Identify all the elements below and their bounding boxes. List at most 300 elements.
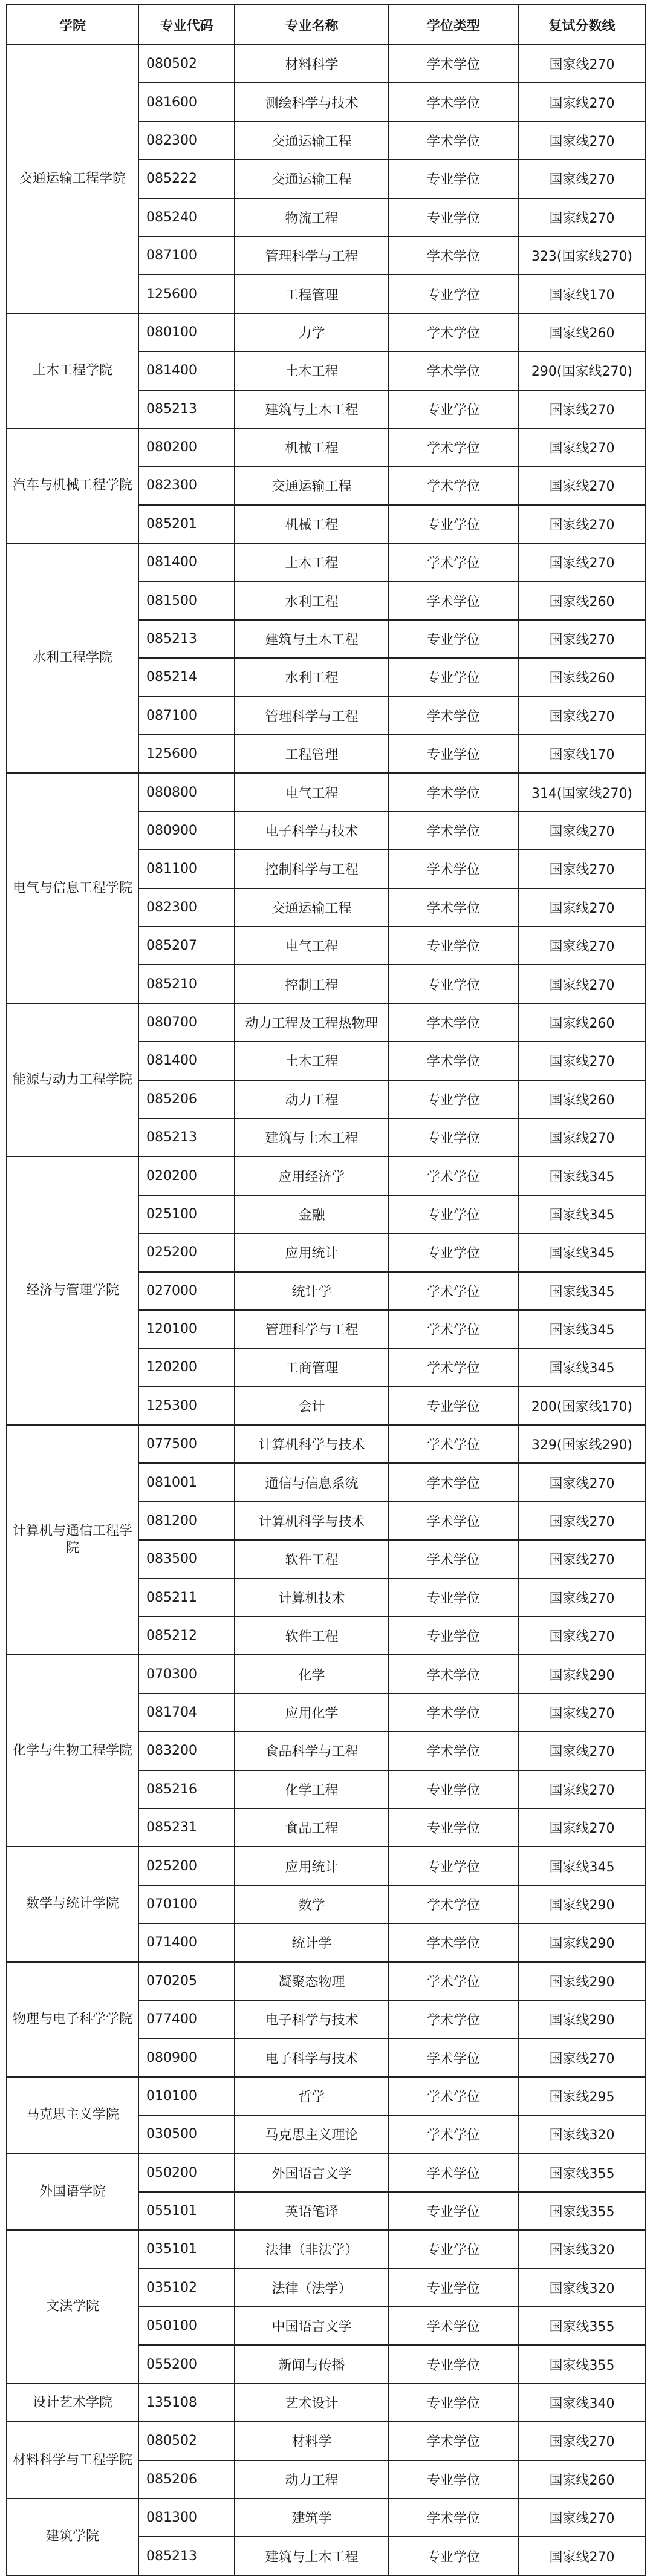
major-code-cell: 081600 <box>138 83 235 121</box>
table-row <box>7 428 646 466</box>
major-code-cell: 035102 <box>138 2269 235 2307</box>
major-code-cell: 055101 <box>138 2192 235 2230</box>
retest-score-cell: 国家线290 <box>518 2000 646 2038</box>
retest-score-cell: 国家线270 <box>518 812 646 850</box>
major-code-cell: 125300 <box>138 1387 235 1425</box>
major-name-cell: 交通运输工程 <box>235 122 389 160</box>
degree-type-cell: 学术学位 <box>389 1732 518 1770</box>
retest-score-cell: 国家线260 <box>518 1003 646 1042</box>
major-name-cell: 工程管理 <box>235 735 389 773</box>
table-row <box>7 2230 646 2268</box>
college-cell: 电气与信息工程学院 <box>7 773 138 1003</box>
major-name-cell: 动力工程及工程热物理 <box>235 1003 389 1042</box>
retest-score-cell: 国家线260 <box>518 313 646 351</box>
major-name-cell: 法律（非法学） <box>235 2230 389 2268</box>
retest-score-cell: 323(国家线270) <box>518 236 646 275</box>
retest-score-cell: 国家线270 <box>518 505 646 543</box>
major-name-cell: 法律（法学） <box>235 2269 389 2307</box>
major-code-cell: 135108 <box>138 2384 235 2422</box>
major-name-cell: 土木工程 <box>235 543 389 581</box>
major-name-cell: 交通运输工程 <box>235 889 389 927</box>
major-code-cell: 071400 <box>138 1923 235 1961</box>
degree-type-cell: 学术学位 <box>389 83 518 121</box>
retest-score-cell: 国家线355 <box>518 2153 646 2191</box>
degree-type-cell: 学术学位 <box>389 45 518 83</box>
retest-score-cell: 国家线270 <box>518 428 646 466</box>
degree-type-cell: 专业学位 <box>389 1118 518 1156</box>
retest-score-cell: 200(国家线170) <box>518 1387 646 1425</box>
major-name-cell: 哲学 <box>235 2077 389 2115</box>
retest-score-cell: 国家线345 <box>518 1195 646 1233</box>
table-row <box>7 2077 646 2115</box>
major-name-cell: 凝聚态物理 <box>235 1962 389 2000</box>
college-cell: 交通运输工程学院 <box>7 45 138 313</box>
retest-score-cell: 国家线270 <box>518 45 646 83</box>
major-name-cell: 应用统计 <box>235 1233 389 1271</box>
retest-score-cell: 国家线260 <box>518 581 646 619</box>
score-table <box>6 4 646 2576</box>
degree-type-cell: 专业学位 <box>389 198 518 236</box>
table-row <box>7 1655 646 1693</box>
major-code-cell: 085214 <box>138 658 235 696</box>
major-name-cell: 艺术设计 <box>235 2384 389 2422</box>
college-cell: 能源与动力工程学院 <box>7 1003 138 1157</box>
major-name-cell: 水利工程 <box>235 581 389 619</box>
degree-type-cell: 专业学位 <box>389 275 518 313</box>
retest-score-cell: 国家线290 <box>518 1962 646 2000</box>
retest-score-cell: 国家线345 <box>518 1348 646 1386</box>
major-name-cell: 化学工程 <box>235 1770 389 1808</box>
major-code-cell: 080800 <box>138 773 235 811</box>
major-name-cell: 力学 <box>235 313 389 351</box>
major-name-cell: 软件工程 <box>235 1617 389 1655</box>
major-code-cell: 020200 <box>138 1156 235 1195</box>
retest-score-cell: 国家线320 <box>518 2115 646 2153</box>
major-code-cell: 055200 <box>138 2345 235 2383</box>
major-name-cell: 中国语言文学 <box>235 2307 389 2345</box>
retest-score-cell: 国家线290 <box>518 1923 646 1961</box>
major-name-cell: 建筑与土木工程 <box>235 390 389 428</box>
major-name-cell: 水利工程 <box>235 658 389 696</box>
major-name-cell: 建筑与土木工程 <box>235 1118 389 1156</box>
major-code-cell: 081500 <box>138 581 235 619</box>
degree-type-cell: 学术学位 <box>389 2422 518 2460</box>
degree-type-cell: 学术学位 <box>389 1463 518 1501</box>
major-name-cell: 建筑学 <box>235 2499 389 2537</box>
major-code-cell: 025100 <box>138 1195 235 1233</box>
degree-type-cell: 学术学位 <box>389 1694 518 1732</box>
major-code-cell: 027000 <box>138 1272 235 1310</box>
major-code-cell: 080900 <box>138 2038 235 2076</box>
major-code-cell: 035101 <box>138 2230 235 2268</box>
retest-score-cell: 国家线345 <box>518 1233 646 1271</box>
college-cell: 土木工程学院 <box>7 313 138 428</box>
college-cell: 材料科学与工程学院 <box>7 2422 138 2499</box>
degree-type-cell: 学术学位 <box>389 1655 518 1693</box>
degree-type-cell: 学术学位 <box>389 1962 518 2000</box>
retest-score-cell: 国家线345 <box>518 1847 646 1885</box>
major-code-cell: 077400 <box>138 2000 235 2038</box>
header-retest-score: 复试分数线 <box>518 5 646 45</box>
degree-type-cell: 专业学位 <box>389 2192 518 2230</box>
retest-score-cell: 国家线270 <box>518 1732 646 1770</box>
degree-type-cell: 专业学位 <box>389 2537 518 2575</box>
retest-score-cell: 国家线345 <box>518 1310 646 1348</box>
major-code-cell: 025200 <box>138 1847 235 1885</box>
degree-type-cell: 专业学位 <box>389 2384 518 2422</box>
degree-type-cell: 专业学位 <box>389 2345 518 2383</box>
major-name-cell: 管理科学与工程 <box>235 1310 389 1348</box>
degree-type-cell: 学术学位 <box>389 2000 518 2038</box>
major-name-cell: 食品工程 <box>235 1808 389 1847</box>
retest-score-cell: 国家线260 <box>518 2460 646 2499</box>
table-row <box>7 1425 646 1463</box>
college-cell: 设计艺术学院 <box>7 2384 138 2422</box>
degree-type-cell: 专业学位 <box>389 2230 518 2268</box>
degree-type-cell: 学术学位 <box>389 428 518 466</box>
retest-score-cell: 国家线355 <box>518 2345 646 2383</box>
degree-type-cell: 专业学位 <box>389 1387 518 1425</box>
major-name-cell: 应用统计 <box>235 1847 389 1885</box>
header-major-code: 专业代码 <box>138 5 235 45</box>
major-name-cell: 英语笔译 <box>235 2192 389 2230</box>
major-code-cell: 070205 <box>138 1962 235 2000</box>
major-code-cell: 085211 <box>138 1579 235 1617</box>
retest-score-cell: 国家线270 <box>518 965 646 1003</box>
college-cell: 建筑学院 <box>7 2499 138 2575</box>
major-code-cell: 081200 <box>138 1502 235 1540</box>
major-code-cell: 085240 <box>138 198 235 236</box>
retest-score-cell: 国家线270 <box>518 1579 646 1617</box>
degree-type-cell: 学术学位 <box>389 1540 518 1578</box>
score-table-container <box>6 4 645 2576</box>
major-name-cell: 计算机科学与技术 <box>235 1425 389 1463</box>
major-code-cell: 083500 <box>138 1540 235 1578</box>
degree-type-cell: 专业学位 <box>389 620 518 658</box>
retest-score-cell: 国家线270 <box>518 850 646 888</box>
degree-type-cell: 学术学位 <box>389 773 518 811</box>
major-name-cell: 计算机科学与技术 <box>235 1502 389 1540</box>
major-code-cell: 080502 <box>138 45 235 83</box>
retest-score-cell: 国家线270 <box>518 1770 646 1808</box>
degree-type-cell: 专业学位 <box>389 735 518 773</box>
major-code-cell: 081001 <box>138 1463 235 1501</box>
major-code-cell: 010100 <box>138 2077 235 2115</box>
major-code-cell: 025200 <box>138 1233 235 1271</box>
college-cell: 计算机与通信工程学院 <box>7 1425 138 1655</box>
retest-score-cell: 国家线270 <box>518 697 646 735</box>
college-cell: 马克思主义学院 <box>7 2077 138 2154</box>
major-code-cell: 082300 <box>138 122 235 160</box>
major-code-cell: 080100 <box>138 313 235 351</box>
major-name-cell: 管理科学与工程 <box>235 697 389 735</box>
major-name-cell: 建筑与土木工程 <box>235 620 389 658</box>
major-code-cell: 081400 <box>138 351 235 390</box>
degree-type-cell: 学术学位 <box>389 581 518 619</box>
retest-score-cell: 国家线270 <box>518 1463 646 1501</box>
major-name-cell: 材料学 <box>235 2422 389 2460</box>
degree-type-cell: 专业学位 <box>389 2460 518 2499</box>
degree-type-cell: 学术学位 <box>389 1502 518 1540</box>
major-name-cell: 测绘科学与技术 <box>235 83 389 121</box>
major-name-cell: 电子科学与技术 <box>235 2038 389 2076</box>
major-code-cell: 085222 <box>138 160 235 198</box>
degree-type-cell: 专业学位 <box>389 1080 518 1118</box>
retest-score-cell: 290(国家线270) <box>518 351 646 390</box>
major-name-cell: 控制科学与工程 <box>235 850 389 888</box>
degree-type-cell: 学术学位 <box>389 2499 518 2537</box>
major-code-cell: 085206 <box>138 1080 235 1118</box>
major-code-cell: 087100 <box>138 697 235 735</box>
major-code-cell: 120100 <box>138 1310 235 1348</box>
major-name-cell: 应用经济学 <box>235 1156 389 1195</box>
table-row <box>7 543 646 581</box>
retest-score-cell: 国家线270 <box>518 543 646 581</box>
major-code-cell: 080900 <box>138 812 235 850</box>
major-name-cell: 土木工程 <box>235 351 389 390</box>
retest-score-cell: 国家线270 <box>518 1540 646 1578</box>
major-code-cell: 125600 <box>138 275 235 313</box>
major-code-cell: 070300 <box>138 1655 235 1693</box>
major-name-cell: 新闻与传播 <box>235 2345 389 2383</box>
major-name-cell: 统计学 <box>235 1923 389 1961</box>
degree-type-cell: 学术学位 <box>389 1156 518 1195</box>
major-code-cell: 085201 <box>138 505 235 543</box>
retest-score-cell: 国家线270 <box>518 1808 646 1847</box>
major-name-cell: 会计 <box>235 1387 389 1425</box>
major-code-cell: 050100 <box>138 2307 235 2345</box>
degree-type-cell: 学术学位 <box>389 1885 518 1923</box>
retest-score-cell: 国家线260 <box>518 1080 646 1118</box>
major-name-cell: 马克思主义理论 <box>235 2115 389 2153</box>
retest-score-cell: 国家线270 <box>518 390 646 428</box>
degree-type-cell: 学术学位 <box>389 1923 518 1961</box>
table-row <box>7 1156 646 1195</box>
retest-score-cell: 国家线270 <box>518 1694 646 1732</box>
college-cell: 水利工程学院 <box>7 543 138 773</box>
major-name-cell: 电子科学与技术 <box>235 812 389 850</box>
degree-type-cell: 专业学位 <box>389 2269 518 2307</box>
major-code-cell: 081400 <box>138 1042 235 1080</box>
major-code-cell: 082300 <box>138 466 235 504</box>
college-cell: 数学与统计学院 <box>7 1847 138 1961</box>
table-body <box>7 45 646 2575</box>
retest-score-cell: 国家线270 <box>518 620 646 658</box>
header-major-name: 专业名称 <box>235 5 389 45</box>
retest-score-cell: 国家线320 <box>518 2269 646 2307</box>
degree-type-cell: 学术学位 <box>389 2115 518 2153</box>
major-name-cell: 机械工程 <box>235 505 389 543</box>
retest-score-cell: 国家线355 <box>518 2307 646 2345</box>
major-code-cell: 085213 <box>138 2537 235 2575</box>
degree-type-cell: 学术学位 <box>389 122 518 160</box>
degree-type-cell: 学术学位 <box>389 313 518 351</box>
degree-type-cell: 学术学位 <box>389 812 518 850</box>
major-code-cell: 080502 <box>138 2422 235 2460</box>
retest-score-cell: 国家线260 <box>518 658 646 696</box>
retest-score-cell: 国家线270 <box>518 1118 646 1156</box>
retest-score-cell: 国家线355 <box>518 2192 646 2230</box>
major-name-cell: 土木工程 <box>235 1042 389 1080</box>
retest-score-cell: 国家线295 <box>518 2077 646 2115</box>
degree-type-cell: 专业学位 <box>389 658 518 696</box>
degree-type-cell: 学术学位 <box>389 1272 518 1310</box>
retest-score-cell: 国家线320 <box>518 2230 646 2268</box>
degree-type-cell: 学术学位 <box>389 1003 518 1042</box>
retest-score-cell: 国家线270 <box>518 2422 646 2460</box>
degree-type-cell: 学术学位 <box>389 543 518 581</box>
retest-score-cell: 329(国家线290) <box>518 1425 646 1463</box>
retest-score-cell: 国家线170 <box>518 275 646 313</box>
major-name-cell: 统计学 <box>235 1272 389 1310</box>
retest-score-cell: 国家线270 <box>518 1617 646 1655</box>
degree-type-cell: 学术学位 <box>389 2153 518 2191</box>
retest-score-cell: 国家线290 <box>518 1885 646 1923</box>
major-name-cell: 材料科学 <box>235 45 389 83</box>
major-name-cell: 交通运输工程 <box>235 160 389 198</box>
major-code-cell: 080700 <box>138 1003 235 1042</box>
major-name-cell: 工程管理 <box>235 275 389 313</box>
major-code-cell: 081704 <box>138 1694 235 1732</box>
degree-type-cell: 专业学位 <box>389 1847 518 1885</box>
major-code-cell: 085213 <box>138 620 235 658</box>
degree-type-cell: 专业学位 <box>389 1195 518 1233</box>
retest-score-cell: 国家线270 <box>518 889 646 927</box>
major-code-cell: 087100 <box>138 236 235 275</box>
table-row <box>7 2422 646 2460</box>
major-name-cell: 电气工程 <box>235 773 389 811</box>
major-code-cell: 081300 <box>138 2499 235 2537</box>
degree-type-cell: 学术学位 <box>389 2038 518 2076</box>
retest-score-cell: 国家线270 <box>518 2038 646 2076</box>
retest-score-cell: 国家线340 <box>518 2384 646 2422</box>
major-code-cell: 050200 <box>138 2153 235 2191</box>
retest-score-cell: 国家线270 <box>518 1042 646 1080</box>
college-cell: 化学与生物工程学院 <box>7 1655 138 1847</box>
degree-type-cell: 专业学位 <box>389 1770 518 1808</box>
degree-type-cell: 学术学位 <box>389 889 518 927</box>
degree-type-cell: 学术学位 <box>389 1042 518 1080</box>
major-name-cell: 数学 <box>235 1885 389 1923</box>
major-code-cell: 125600 <box>138 735 235 773</box>
major-name-cell: 化学 <box>235 1655 389 1693</box>
table-row <box>7 2499 646 2537</box>
retest-score-cell: 国家线170 <box>518 735 646 773</box>
major-name-cell: 外国语言文学 <box>235 2153 389 2191</box>
table-row <box>7 2384 646 2422</box>
major-name-cell: 机械工程 <box>235 428 389 466</box>
major-code-cell: 070100 <box>138 1885 235 1923</box>
degree-type-cell: 专业学位 <box>389 1233 518 1271</box>
table-row <box>7 1847 646 1885</box>
table-row <box>7 1003 646 1042</box>
degree-type-cell: 专业学位 <box>389 965 518 1003</box>
major-name-cell: 软件工程 <box>235 1540 389 1578</box>
retest-score-cell: 国家线270 <box>518 160 646 198</box>
degree-type-cell: 专业学位 <box>389 927 518 965</box>
header-row <box>7 5 646 45</box>
degree-type-cell: 专业学位 <box>389 1579 518 1617</box>
retest-score-cell: 国家线270 <box>518 122 646 160</box>
major-code-cell: 077500 <box>138 1425 235 1463</box>
retest-score-cell: 国家线270 <box>518 466 646 504</box>
retest-score-cell: 国家线270 <box>518 83 646 121</box>
major-code-cell: 085213 <box>138 1118 235 1156</box>
major-code-cell: 120200 <box>138 1348 235 1386</box>
degree-type-cell: 学术学位 <box>389 697 518 735</box>
degree-type-cell: 专业学位 <box>389 160 518 198</box>
major-name-cell: 金融 <box>235 1195 389 1233</box>
major-code-cell: 030500 <box>138 2115 235 2153</box>
retest-score-cell: 314(国家线270) <box>518 773 646 811</box>
degree-type-cell: 学术学位 <box>389 236 518 275</box>
major-name-cell: 电气工程 <box>235 927 389 965</box>
degree-type-cell: 学术学位 <box>389 850 518 888</box>
major-name-cell: 动力工程 <box>235 1080 389 1118</box>
table-row <box>7 45 646 83</box>
major-name-cell: 交通运输工程 <box>235 466 389 504</box>
major-name-cell: 工商管理 <box>235 1348 389 1386</box>
degree-type-cell: 学术学位 <box>389 1425 518 1463</box>
degree-type-cell: 专业学位 <box>389 1808 518 1847</box>
major-code-cell: 085207 <box>138 927 235 965</box>
major-code-cell: 085216 <box>138 1770 235 1808</box>
table-row <box>7 313 646 351</box>
major-code-cell: 085231 <box>138 1808 235 1847</box>
degree-type-cell: 学术学位 <box>389 1348 518 1386</box>
major-name-cell: 计算机技术 <box>235 1579 389 1617</box>
major-name-cell: 控制工程 <box>235 965 389 1003</box>
degree-type-cell: 专业学位 <box>389 390 518 428</box>
retest-score-cell: 国家线290 <box>518 1655 646 1693</box>
degree-type-cell: 学术学位 <box>389 351 518 390</box>
degree-type-cell: 学术学位 <box>389 466 518 504</box>
degree-type-cell: 专业学位 <box>389 1617 518 1655</box>
retest-score-cell: 国家线270 <box>518 2499 646 2537</box>
major-code-cell: 085210 <box>138 965 235 1003</box>
major-name-cell: 电子科学与技术 <box>235 2000 389 2038</box>
retest-score-cell: 国家线345 <box>518 1272 646 1310</box>
retest-score-cell: 国家线270 <box>518 198 646 236</box>
college-cell: 文法学院 <box>7 2230 138 2384</box>
major-name-cell: 物流工程 <box>235 198 389 236</box>
retest-score-cell: 国家线270 <box>518 1502 646 1540</box>
major-code-cell: 081400 <box>138 543 235 581</box>
major-code-cell: 085206 <box>138 2460 235 2499</box>
degree-type-cell: 专业学位 <box>389 505 518 543</box>
major-code-cell: 082300 <box>138 889 235 927</box>
college-cell: 物理与电子科学学院 <box>7 1962 138 2077</box>
college-cell: 经济与管理学院 <box>7 1156 138 1425</box>
degree-type-cell: 学术学位 <box>389 2307 518 2345</box>
major-name-cell: 管理科学与工程 <box>235 236 389 275</box>
retest-score-cell: 国家线270 <box>518 927 646 965</box>
major-code-cell: 081100 <box>138 850 235 888</box>
retest-score-cell: 国家线270 <box>518 2537 646 2575</box>
major-code-cell: 080200 <box>138 428 235 466</box>
table-row <box>7 773 646 811</box>
header-degree-type: 学位类型 <box>389 5 518 45</box>
college-cell: 外国语学院 <box>7 2153 138 2230</box>
table-row <box>7 1962 646 2000</box>
major-name-cell: 食品科学与工程 <box>235 1732 389 1770</box>
header-college: 学院 <box>7 5 138 45</box>
degree-type-cell: 学术学位 <box>389 2077 518 2115</box>
major-code-cell: 083200 <box>138 1732 235 1770</box>
college-cell: 汽车与机械工程学院 <box>7 428 138 543</box>
major-code-cell: 085213 <box>138 390 235 428</box>
degree-type-cell: 学术学位 <box>389 1310 518 1348</box>
